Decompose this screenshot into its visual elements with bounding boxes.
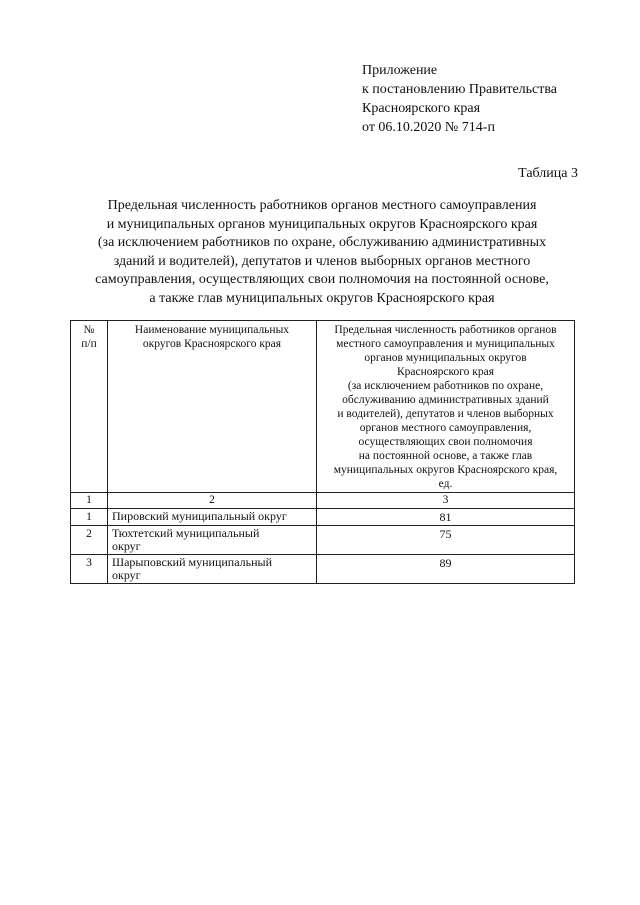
annex-line: к постановлению Правительства xyxy=(362,82,558,97)
header-name-cell xyxy=(108,321,317,493)
header-text: органов муниципальных округов xyxy=(364,352,527,364)
header-text: и водителей), депутатов и членов выборных xyxy=(337,408,554,420)
column-number: 2 xyxy=(108,493,317,509)
header-text: органов местного самоуправления, xyxy=(359,422,532,434)
title-line: самоуправления, осуществляющих свои полномочия на постоянной основе, xyxy=(95,272,549,288)
staff-limit-value: 75 xyxy=(317,526,575,555)
title-line: (за исключением работников по охране, обслуживанию административных xyxy=(97,235,547,251)
document-title xyxy=(62,197,582,309)
header-text: округов Красноярского края xyxy=(142,338,282,350)
district-name-line: округ xyxy=(112,568,141,582)
header-text: обслуживанию административных зданий xyxy=(342,394,549,406)
column-number: 3 xyxy=(317,493,575,509)
column-number-row xyxy=(71,493,575,509)
staff-limit-value: 81 xyxy=(317,509,575,526)
district-name xyxy=(108,509,317,526)
district-name-line: округ xyxy=(112,539,141,553)
district-name-line: Тюхтетский муниципальный xyxy=(112,526,260,540)
district-name-line: Шарыповский муниципальный xyxy=(112,555,273,569)
title-line: зданий и водителей), депутатов и членов выборных органов местного xyxy=(113,253,531,269)
row-number: 3 xyxy=(71,555,108,584)
row-number: 1 xyxy=(71,509,108,526)
header-text: п/п xyxy=(81,338,97,350)
header-text: Красноярского края xyxy=(397,366,494,378)
header-limit-cell xyxy=(317,321,575,493)
table-row xyxy=(71,509,575,526)
title-line: Предельная численность работников органов местного самоуправления xyxy=(107,198,537,213)
header-number-cell xyxy=(71,321,108,493)
district-name-line: Пировский муниципальный округ xyxy=(112,509,287,523)
header-text: (за исключением работников по охране, xyxy=(347,380,544,392)
staff-limit-table xyxy=(70,320,575,584)
header-text: осуществляющих свои полномочия xyxy=(358,436,533,448)
row-number: 2 xyxy=(71,526,108,555)
header-text: ед. xyxy=(438,478,453,490)
table-row xyxy=(71,555,575,584)
header-text: № xyxy=(83,324,95,336)
annex-line: Приложение xyxy=(362,63,438,78)
annex-block xyxy=(362,61,557,137)
table-header-row xyxy=(71,321,575,493)
title-line: и муниципальных органов муниципальных округов Красноярского края xyxy=(106,216,538,232)
table-row xyxy=(71,526,575,555)
district-name xyxy=(108,526,317,555)
header-text: на постоянной основе, а также глав xyxy=(358,450,533,462)
annex-line: от 06.10.2020 № 714-п xyxy=(362,120,495,135)
title-line: а также глав муниципальных округов Красноярского края xyxy=(149,290,495,306)
header-text: муниципальных округов Красноярского края, xyxy=(333,464,558,476)
annex-line: Красноярского края xyxy=(362,101,481,116)
header-text: местного самоуправления и муниципальных xyxy=(336,338,555,350)
staff-limit-value: 89 xyxy=(317,555,575,584)
district-name xyxy=(108,555,317,584)
table-label: Таблица 3 xyxy=(518,166,578,181)
header-text: Наименование муниципальных xyxy=(134,324,290,336)
header-text: Предельная численность работников органов xyxy=(334,324,557,336)
column-number: 1 xyxy=(71,493,108,509)
